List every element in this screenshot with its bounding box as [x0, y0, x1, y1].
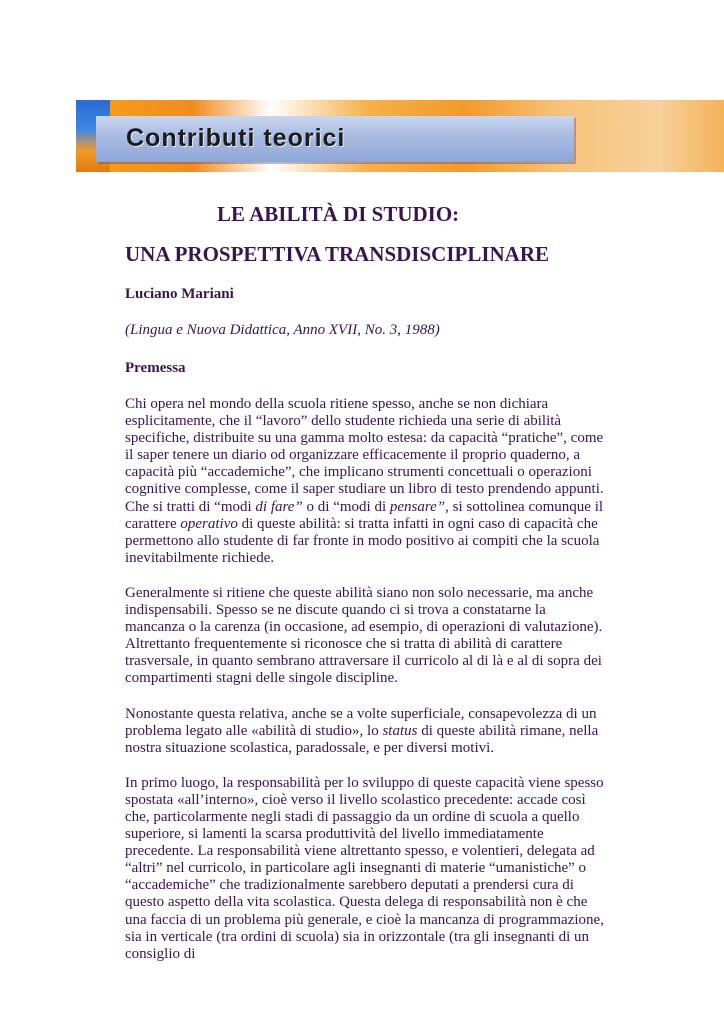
paragraph-4: In primo luogo, la responsabilità per lo sviluppo di queste capacità viene spesso spostata «all’interno», cioè verso il livello scolastico precedente: accade così che, particolarmente negli stadi di passaggio da un ordine di scuola a quello superiore, si lamenti la scarsa produttività del livello immediatamente precedente. La responsabilità viene altrettanto spesso, e volentieri, delegata ad “altri” nel curricolo, in particolare agli insegnanti di materie “umanistiche” o “accademiche” che tradizionalmente sarebbero deputati a prendersi cura di questo aspetto della vita scolastica. Questa delega di responsabilità non è che una faccia di un problema più generale, e cioè la mancanza di programmazione, sia in verticale (tra ordini di scuola) sia in orizzontale (tra gli insegnanti di un consiglio di — [125, 774, 604, 962]
article-title-line2: UNA PROSPETTIVA TRANSDISCIPLINARE — [125, 242, 549, 266]
article-source: (Lingua e Nuova Didattica, Anno XVII, No. 3, 1988) — [125, 322, 440, 338]
banner-plate — [96, 116, 574, 162]
paragraph-2: Generalmente si ritiene che queste abilità siano non solo necessarie, ma anche indispensabili. Spesso se ne discute quando ci si trova a constatarne la mancanza o la carenza (in occasione, ad esempio, di operazioni di valutazione). Altrettanto frequentemente si riconosce che si tratta di abilità di carattere trasversale, in quanto sembrano attraversare il curricolo al di là e al di sopra dei compartimenti stagni delle singole discipline. — [125, 584, 603, 687]
paragraph-3: Nonostante questa relativa, anche se a volte superficiale, consapevolezza di un problema legato alle «abilità di studio», lo status di queste abilità rimane, nella nostra situazione scolastica, paradossale, e per diversi motivi. — [125, 705, 599, 756]
article-body — [125, 200, 605, 963]
banner-title: Contributi teorici — [126, 124, 346, 152]
paragraph-1: Chi opera nel mondo della scuola ritiene spesso, anche se non dichiara esplicitamente, che il “lavoro” dello studente richieda una serie di abilità specifiche, distribuite su una gamma molto estesa: da capacità “pratiche”, come il saper tenere un diario od organizzare efficacemente il proprio quaderno, a capacità più “accademiche”, che implicano strumenti concettuali o operazioni cognitive complesse, come il saper studiare un libro di testo prendendo appunti. Che si tratti di “modi di fare” o di “modi di pensare”, si sottolinea comunque il carattere operativo di queste abilità: si tratta infatti in ogni caso di capacità che permettono allo studente di far fronte in modo positivo ai compiti che la scuola inevitabilmente richiede. — [125, 396, 604, 566]
article-title-line1: LE ABILITÀ DI STUDIO: — [217, 202, 460, 226]
section-heading: Premessa — [125, 360, 186, 376]
article-author: Luciano Mariani — [125, 286, 234, 302]
section-banner — [76, 100, 724, 172]
